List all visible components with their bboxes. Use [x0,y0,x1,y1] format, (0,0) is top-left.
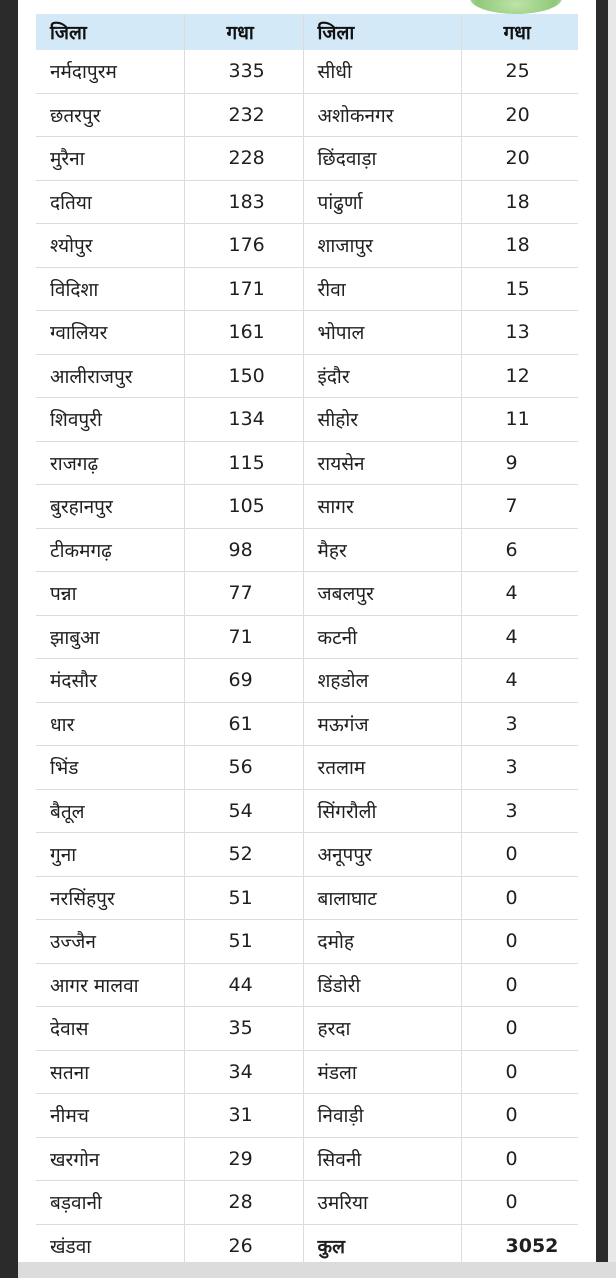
table-row [36,485,578,529]
district-cell: इंदौर [303,354,461,398]
district-cell: खरगोन [36,1137,184,1181]
count-cell: 0 [461,1137,578,1181]
count-cell: 228 [184,137,303,181]
count-cell: 18 [461,224,578,268]
table-row [36,137,578,181]
table-row [36,224,578,268]
table-row [36,311,578,355]
district-cell: मुरैना [36,137,184,181]
district-cell: रीवा [303,267,461,311]
district-cell: नीमच [36,1094,184,1138]
count-cell: 98 [184,528,303,572]
table-row [36,180,578,224]
district-cell: बैतूल [36,789,184,833]
district-cell: सिवनी [303,1137,461,1181]
district-cell: मऊगंज [303,702,461,746]
district-cell: रतलाम [303,746,461,790]
district-cell: बुरहानपुर [36,485,184,529]
table-row [36,1137,578,1181]
district-cell: कटनी [303,615,461,659]
count-cell: 20 [461,93,578,137]
count-cell: 61 [184,702,303,746]
district-cell: सागर [303,485,461,529]
count-cell: 115 [184,441,303,485]
district-cell: दतिया [36,180,184,224]
district-cell: सिंगरौली [303,789,461,833]
district-cell: झाबुआ [36,615,184,659]
district-cell: गुना [36,833,184,877]
district-cell: ग्वालियर [36,311,184,355]
total-label: कुल [303,1224,461,1268]
count-cell: 12 [461,354,578,398]
count-cell: 56 [184,746,303,790]
table-row [36,833,578,877]
table-row [36,441,578,485]
header-count-2: गधा [461,14,578,50]
count-cell: 0 [461,833,578,877]
count-cell: 54 [184,789,303,833]
count-cell: 161 [184,311,303,355]
table-row [36,1050,578,1094]
count-cell: 18 [461,180,578,224]
count-cell: 34 [184,1050,303,1094]
district-cell: श्योपुर [36,224,184,268]
table-header-row [36,14,578,50]
table-row [36,746,578,790]
table-row [36,528,578,572]
district-cell: सीधी [303,50,461,93]
count-cell: 29 [184,1137,303,1181]
count-cell: 44 [184,963,303,1007]
count-cell: 69 [184,659,303,703]
table-row [36,615,578,659]
table-row [36,789,578,833]
count-cell: 9 [461,441,578,485]
count-cell: 0 [461,1050,578,1094]
table-row [36,267,578,311]
district-cell: उज्जैन [36,920,184,964]
district-cell: मैहर [303,528,461,572]
count-cell: 0 [461,876,578,920]
table-row [36,398,578,442]
district-cell: देवास [36,1007,184,1051]
district-cell: बालाघाट [303,876,461,920]
count-cell: 51 [184,920,303,964]
district-cell: पन्ना [36,572,184,616]
count-cell: 0 [461,1181,578,1225]
header-count-1: गधा [184,14,303,50]
count-cell: 3 [461,702,578,746]
count-cell: 183 [184,180,303,224]
district-cell: आगर मालवा [36,963,184,1007]
count-cell: 51 [184,876,303,920]
count-cell: 71 [184,615,303,659]
district-cell: बड़वानी [36,1181,184,1225]
header-district-2: जिला [303,14,461,50]
page-edge [608,0,616,1278]
count-cell: 7 [461,485,578,529]
count-cell: 134 [184,398,303,442]
total-value: 3052 [461,1224,578,1268]
district-cell: भिंड [36,746,184,790]
district-cell: छिंदवाड़ा [303,137,461,181]
district-cell: राजगढ़ [36,441,184,485]
district-cell: निवाड़ी [303,1094,461,1138]
district-cell: भोपाल [303,311,461,355]
table-row [36,1094,578,1138]
table-row [36,50,578,93]
count-cell: 3 [461,746,578,790]
district-cell: उमरिया [303,1181,461,1225]
count-cell: 11 [461,398,578,442]
table-row [36,659,578,703]
district-cell: हरदा [303,1007,461,1051]
district-cell: विदिशा [36,267,184,311]
district-cell: पांढुर्णा [303,180,461,224]
count-cell: 26 [184,1224,303,1268]
district-cell: मंदसौर [36,659,184,703]
count-cell: 0 [461,963,578,1007]
district-cell: डिंडोरी [303,963,461,1007]
count-cell: 171 [184,267,303,311]
count-cell: 6 [461,528,578,572]
table-row [36,354,578,398]
district-cell: टीकमगढ़ [36,528,184,572]
count-cell: 35 [184,1007,303,1051]
table-row [36,572,578,616]
district-cell: अशोकनगर [303,93,461,137]
table-row [36,920,578,964]
district-cell: मंडला [303,1050,461,1094]
district-cell: सीहोर [303,398,461,442]
district-cell: धार [36,702,184,746]
donkey-count-table [36,14,578,1268]
count-cell: 13 [461,311,578,355]
count-cell: 150 [184,354,303,398]
count-cell: 335 [184,50,303,93]
count-cell: 0 [461,920,578,964]
count-cell: 4 [461,572,578,616]
count-cell: 0 [461,1094,578,1138]
count-cell: 25 [461,50,578,93]
table-row [36,702,578,746]
count-cell: 0 [461,1007,578,1051]
district-cell: शहडोल [303,659,461,703]
table-row [36,876,578,920]
count-cell: 105 [184,485,303,529]
table-row [36,93,578,137]
count-cell: 3 [461,789,578,833]
count-cell: 176 [184,224,303,268]
table-row [36,1007,578,1051]
district-cell: रायसेन [303,441,461,485]
count-cell: 31 [184,1094,303,1138]
district-cell: सतना [36,1050,184,1094]
count-cell: 52 [184,833,303,877]
count-cell: 15 [461,267,578,311]
district-cell: छतरपुर [36,93,184,137]
district-cell: जबलपुर [303,572,461,616]
district-cell: आलीराजपुर [36,354,184,398]
district-cell: नरसिंहपुर [36,876,184,920]
table-row [36,963,578,1007]
district-cell: शाजापुर [303,224,461,268]
count-cell: 77 [184,572,303,616]
district-cell: शिवपुरी [36,398,184,442]
count-cell: 20 [461,137,578,181]
district-cell: खंडवा [36,1224,184,1268]
table-row [36,1181,578,1225]
district-cell: दमोह [303,920,461,964]
count-cell: 4 [461,615,578,659]
count-cell: 232 [184,93,303,137]
count-cell: 4 [461,659,578,703]
district-cell: अनूपपुर [303,833,461,877]
count-cell: 28 [184,1181,303,1225]
table-body [36,50,578,1268]
district-cell: नर्मदापुरम [36,50,184,93]
header-district-1: जिला [36,14,184,50]
table-total-row [36,1224,578,1268]
